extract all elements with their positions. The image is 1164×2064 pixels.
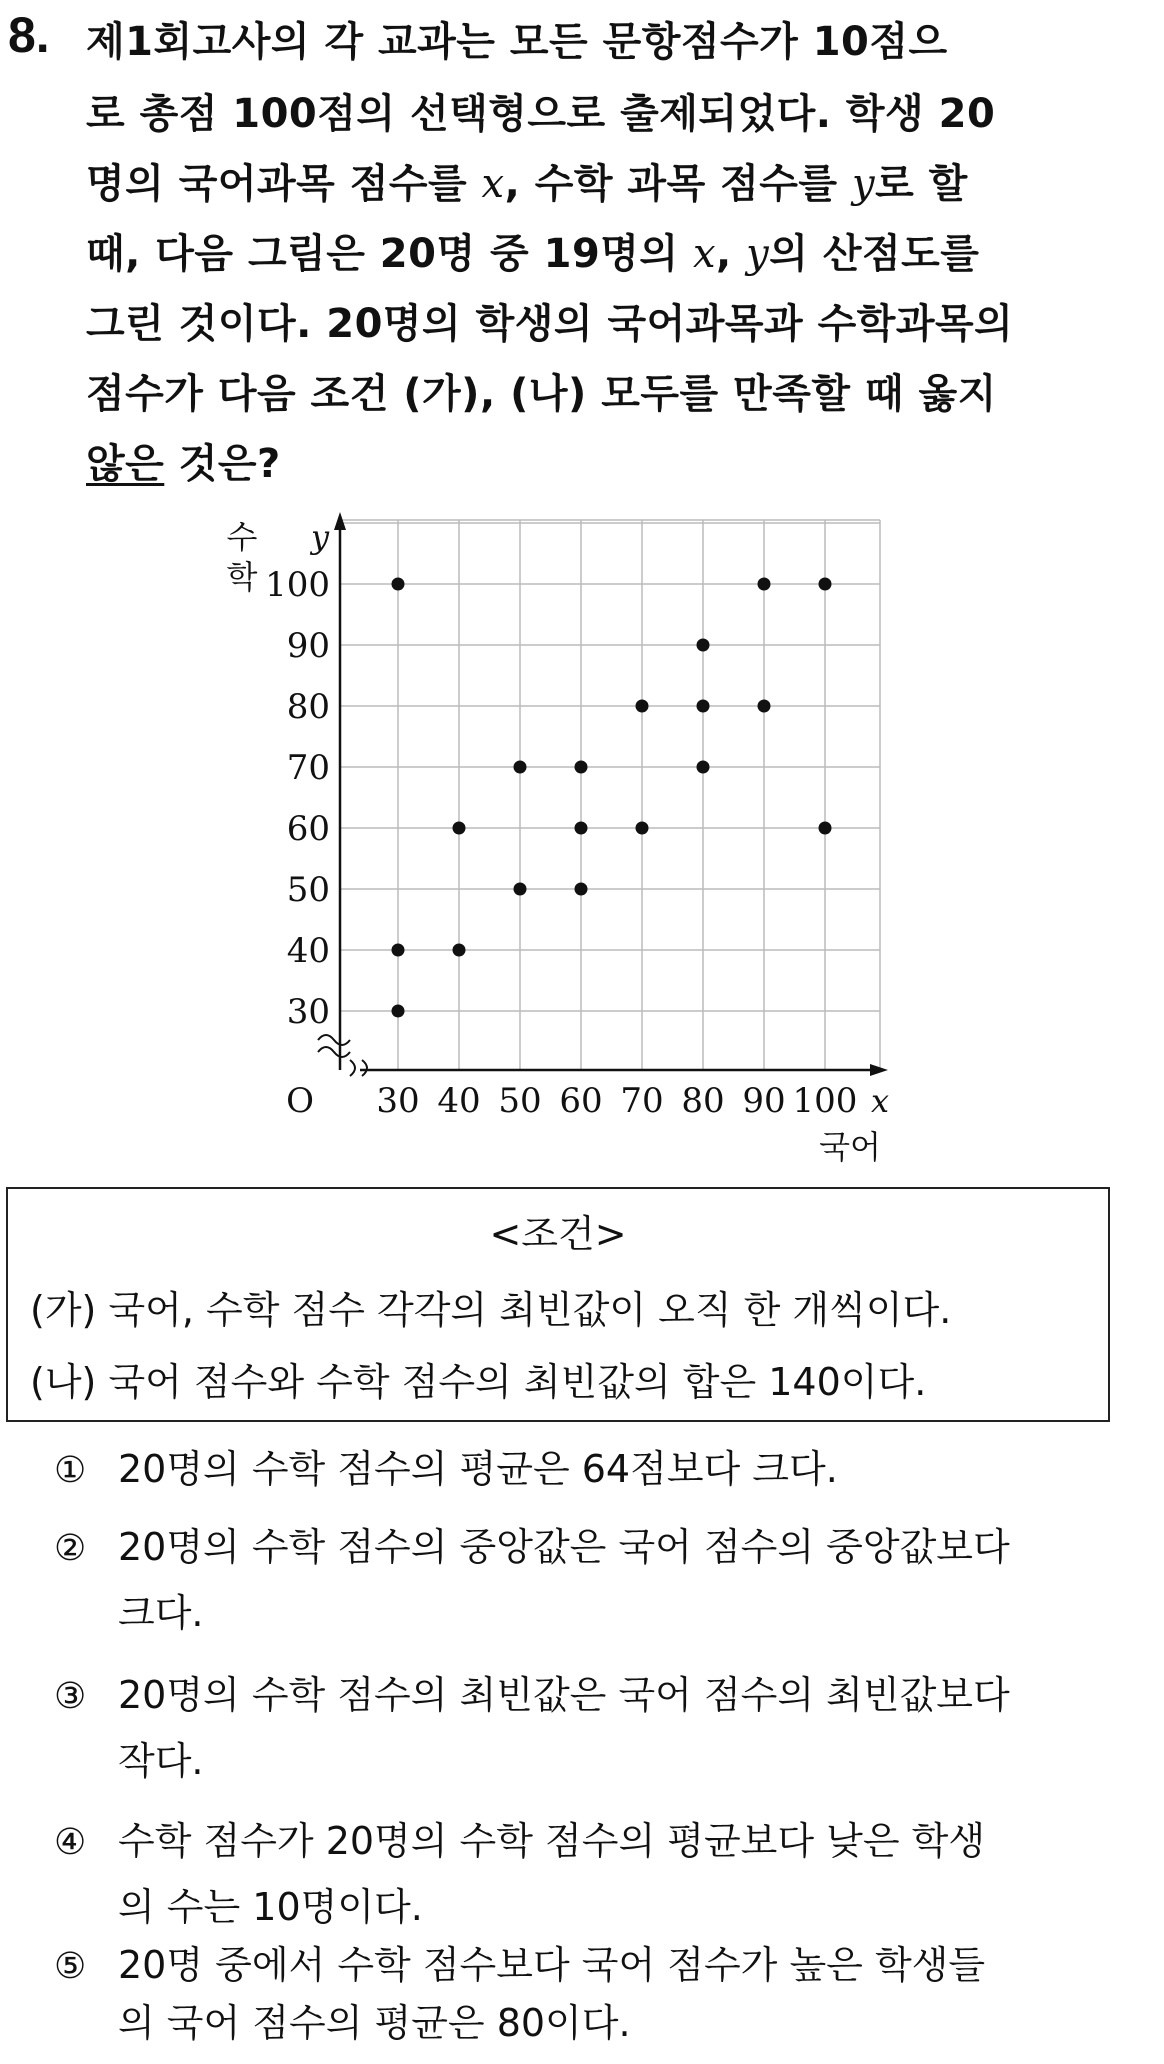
x-tick-label: 60 [559, 1081, 603, 1121]
x-tick-label: 90 [742, 1081, 786, 1121]
y-tick-label: 90 [286, 626, 330, 666]
data-point [636, 822, 649, 835]
y-tick-label: 60 [286, 809, 330, 849]
y-axis-label: 학 [226, 558, 258, 596]
choice-text: 20명 중에서 수학 점수보다 국어 점수가 높은 학생들 [118, 1943, 986, 1987]
data-point [514, 761, 527, 774]
y-axis-break [318, 1035, 350, 1045]
conditions-title: <조건> [489, 1212, 627, 1256]
data-point [392, 944, 405, 957]
x-axis-label: 국어 [819, 1128, 881, 1166]
data-point [453, 822, 466, 835]
condition-ga: (가) 국어, 수학 점수 각각의 최빈값이 오직 한 개씩이다. [30, 1288, 952, 1332]
y-tick-label: 100 [265, 565, 330, 605]
choice-text: 20명의 수학 점수의 평균은 64점보다 크다. [118, 1447, 838, 1491]
origin-label: O [286, 1081, 314, 1121]
y-tick-label: 70 [286, 748, 330, 788]
question-text: 때, 다음 그림은 20명 중 19명의 [86, 231, 693, 277]
data-point [636, 700, 649, 713]
grid [340, 520, 880, 1070]
question-text: 로 할 [875, 161, 968, 207]
choice-5[interactable] [54, 1932, 1114, 2064]
data-point [697, 761, 710, 774]
x-axis-variable: x [870, 1082, 890, 1120]
choice-text: 작다. [118, 1739, 204, 1783]
data-point [819, 578, 832, 591]
x-tick-label: 30 [376, 1081, 420, 1121]
choice-mark: ② [54, 1528, 87, 1569]
choice-text: 의 국어 점수의 평균은 80이다. [118, 2001, 631, 2045]
data-point [575, 761, 588, 774]
choice-text: 의 수는 10명이다. [118, 1885, 423, 1929]
data-point [453, 944, 466, 957]
choice-text: 20명의 수학 점수의 최빈값은 국어 점수의 최빈값보다 [118, 1673, 1010, 1717]
choice-mark: ④ [54, 1822, 87, 1863]
question-text: 의 산점도를 [769, 231, 980, 277]
x-tick-label: 70 [620, 1081, 664, 1121]
y-axis-break [318, 1047, 350, 1057]
x-tick-label: 100 [792, 1081, 858, 1121]
y-tick-label: 30 [286, 992, 330, 1032]
data-point [392, 578, 405, 591]
conditions-box [6, 1187, 1110, 1422]
y-axis-arrow [334, 512, 346, 530]
variable-y: y [746, 231, 770, 277]
choice-2[interactable] [54, 1514, 1114, 1646]
data-point [819, 822, 832, 835]
data-point [514, 883, 527, 896]
data-points [392, 578, 832, 1018]
question-line-5: 그린 것이다. 20명의 학생의 국어과목과 수학과목의 [86, 301, 1014, 347]
condition-na: (나) 국어 점수와 수학 점수의 최빈값의 합은 140이다. [30, 1360, 927, 1404]
choice-text: 크다. [118, 1591, 204, 1635]
x-tick-label: 40 [437, 1081, 481, 1121]
data-point [697, 639, 710, 652]
question-text: , 수학 과목 점수를 [504, 161, 852, 207]
choice-text: 20명의 수학 점수의 중앙값은 국어 점수의 중앙값보다 [118, 1525, 1010, 1569]
data-point [575, 822, 588, 835]
question-text: 명의 국어과목 점수를 [86, 161, 482, 207]
choice-mark: ① [54, 1450, 87, 1491]
x-tick-label: 50 [498, 1081, 542, 1121]
x-axis-break [362, 1060, 367, 1076]
y-tick-label: 80 [286, 687, 330, 727]
data-point [758, 578, 771, 591]
data-point [392, 1005, 405, 1018]
question-number: 8. [8, 7, 50, 63]
choice-text: 수학 점수가 20명의 수학 점수의 평균보다 낮은 학생 [118, 1819, 986, 1863]
y-tick-label: 50 [286, 870, 330, 910]
y-axis-variable: y [310, 518, 330, 556]
x-axis-break [350, 1060, 355, 1076]
y-tick-label: 40 [286, 931, 330, 971]
data-point [697, 700, 710, 713]
x-tick-label: 80 [681, 1081, 725, 1121]
choice-mark: ⑤ [54, 1946, 87, 1987]
choice-1[interactable] [54, 1436, 1114, 1504]
x-axis-arrow [870, 1064, 888, 1076]
variable-y: y [852, 161, 876, 207]
question-text: 것은? [164, 441, 281, 487]
question-line-2: 로 총점 100점의 선택형으로 출제되었다. 학생 20 [86, 91, 996, 137]
underlined-word: 않은 [86, 441, 165, 487]
variable-x: x [692, 231, 717, 277]
choice-3[interactable] [54, 1662, 1114, 1794]
data-point [575, 883, 588, 896]
variable-x: x [481, 161, 505, 207]
question-text: , [716, 231, 747, 277]
choice-mark: ③ [54, 1676, 87, 1717]
axes [318, 512, 888, 1076]
choice-4[interactable] [54, 1808, 1114, 1940]
y-axis-label: 수 [226, 518, 258, 556]
question-line-1: 제1회고사의 각 교과는 모든 문항점수가 10점으 [86, 19, 948, 65]
data-point [758, 700, 771, 713]
question-line-6: 점수가 다음 조건 (가), (나) 모두를 만족할 때 옳지 [86, 371, 997, 417]
